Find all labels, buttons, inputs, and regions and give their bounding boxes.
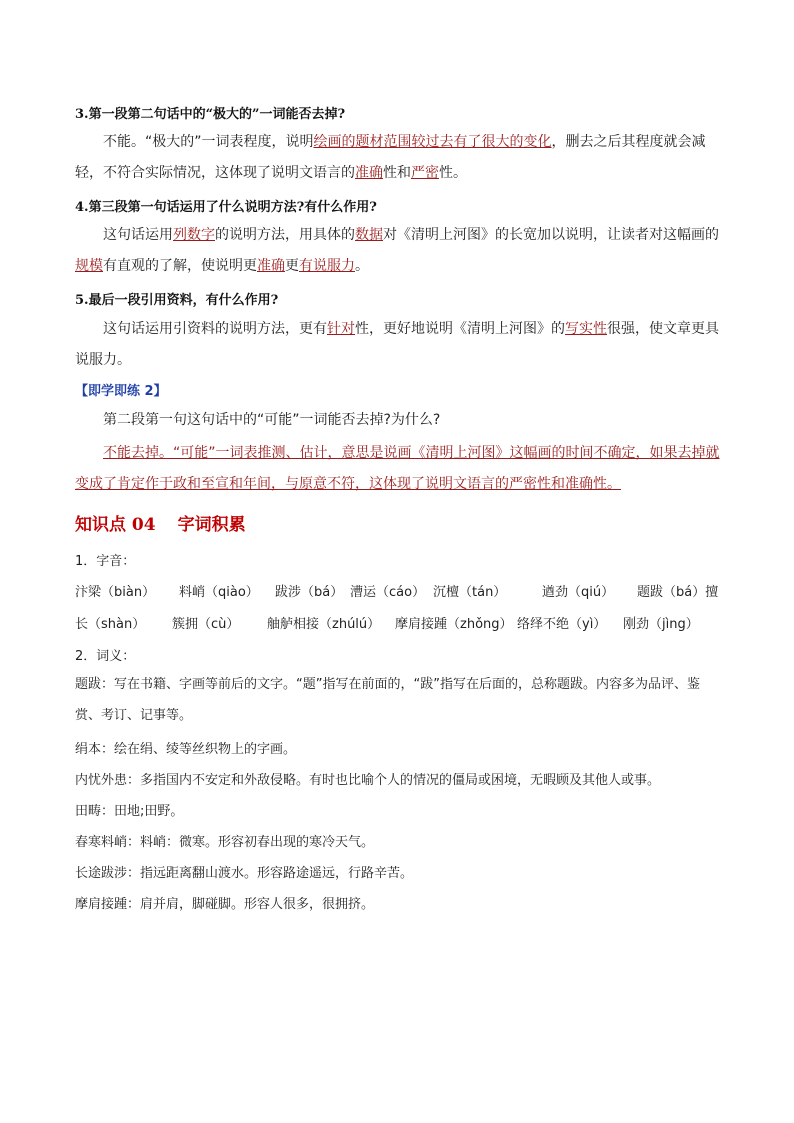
answer-key-phrase: 针对 <box>327 321 355 337</box>
pronunciation-item: 摩肩接踵（zhǒng） <box>395 617 513 632</box>
answer-text: 不能。“极大的”一词表程度，说明 <box>103 134 314 150</box>
practice-label: 【即学即练 2】 <box>75 384 167 399</box>
question-3-answer <box>75 127 725 189</box>
pronunciation-line-1 <box>75 581 725 601</box>
pronunciation-item: 漕运（cáo） <box>350 585 426 600</box>
answer-text: 这句话运用引资料的说明方法，更有 <box>103 321 327 337</box>
answer-key-phrase: 绘画的题材范围较过去有了很大的变化 <box>313 134 552 150</box>
answer-key-phrase: 列数字 <box>173 227 215 243</box>
pronunciation-item: 簇拥（cù） <box>172 617 240 632</box>
question-3-title: 3.第一段第二句话中的“极大的”一词能否去掉? <box>75 107 346 122</box>
vocab-item: 内忧外患：多指国内不安定和外敌侵略。有时也比喻个人的情况的僵局或困境，无暇顾及其他人或事。 <box>75 773 661 788</box>
answer-text: 对《清明上河图》的长宽加以说明，让读者对这幅画的 <box>383 227 719 243</box>
answer-text: 很强，使文章更具说服力。 <box>75 321 719 368</box>
pronunciation-item: 料峭（qiào） <box>179 585 259 600</box>
vocab-label: 2．词义： <box>75 649 136 664</box>
answer-text: 性。 <box>439 165 467 181</box>
pronunciation-item: 题跋（bá）擅 <box>637 585 719 600</box>
practice-answer-text: 不能去掉。“可能”一词表推测、估计，意思是说画《清明上河图》这幅画的时间不确定，如果去掉就变成了肯定作于政和至宣和年间，与原意不符，这体现了说明文语言的严密性和准确性。 <box>75 445 720 492</box>
question-5-title: 5.最后一段引用资料，有什么作用? <box>75 293 279 308</box>
answer-text: 更 <box>285 258 299 274</box>
question-5-answer <box>75 314 725 376</box>
practice-question: 第二段第一句这句话中的“可能”一词能否去掉?为什么? <box>103 412 441 428</box>
question-4-title: 4.第三段第一句话运用了什么说明方法?有什么作用? <box>75 200 377 215</box>
pronunciation-line-2 <box>75 613 725 633</box>
vocab-item: 摩肩接踵：肩并肩，脚碰脚。形容人很多，很拥挤。 <box>75 897 375 912</box>
answer-text: 性，更好地说明《清明上河图》的 <box>355 321 565 337</box>
answer-key-phrase: 严密 <box>411 165 439 181</box>
vocab-item: 题跋：写在书籍、字画等前后的文字。“题”指写在前面的，“跋”指写在后面的，总称题跋。内容多为品评、鉴赏、考订、记事等。 <box>75 677 700 723</box>
answer-key-phrase: 写实性 <box>565 321 607 337</box>
answer-key-phrase: 有说服力 <box>299 258 355 274</box>
pronunciation-item: 沉檀（tán） <box>433 585 507 600</box>
answer-text: ，删去之后其程度就会减轻，不符合实际情况，这体现了说明文语言的 <box>75 134 706 181</box>
answer-key-phrase: 准确 <box>257 258 285 274</box>
answer-key-phrase: 规模 <box>75 258 103 274</box>
answer-text: 。 <box>355 258 369 274</box>
section-heading <box>75 510 246 535</box>
section-title: 字词积累 <box>177 515 246 535</box>
vocab-item: 田畴：田地;田野。 <box>75 804 184 819</box>
vocab-item: 春寒料峭：料峭：微寒。形容初春出现的寒冷天气。 <box>75 835 375 850</box>
pronunciation-label: 1．字音： <box>75 554 136 569</box>
practice-answer <box>75 438 725 500</box>
pronunciation-item: 舳舻相接（zhúlú） <box>267 617 381 632</box>
answer-text: 有直观的了解，使说明更 <box>103 258 257 274</box>
pronunciation-item: 长（shàn） <box>75 617 146 632</box>
pronunciation-item: 汴梁（biàn） <box>75 585 156 600</box>
answer-text: 的说明方法，用具体的 <box>215 227 355 243</box>
answer-key-phrase: 数据 <box>355 227 383 243</box>
answer-text: 这句话运用 <box>103 227 173 243</box>
answer-key-phrase: 准确 <box>355 165 383 181</box>
vocab-item: 长途跋涉：指远距离翻山渡水。形容路途遥远，行路辛苦。 <box>75 866 414 881</box>
pronunciation-item: 络绎不绝（yì） <box>517 617 607 632</box>
answer-text: 性和 <box>383 165 411 181</box>
pronunciation-item: 遒劲（qiú） <box>542 585 615 600</box>
vocab-item: 绢本：绘在绢、绫等丝织物上的字画。 <box>75 742 297 757</box>
section-number: 知识点 04 <box>75 515 156 535</box>
question-4-answer <box>75 220 725 282</box>
pronunciation-item: 跋涉（bá） <box>275 585 344 600</box>
pronunciation-item: 刚劲（jìng） <box>623 617 699 632</box>
